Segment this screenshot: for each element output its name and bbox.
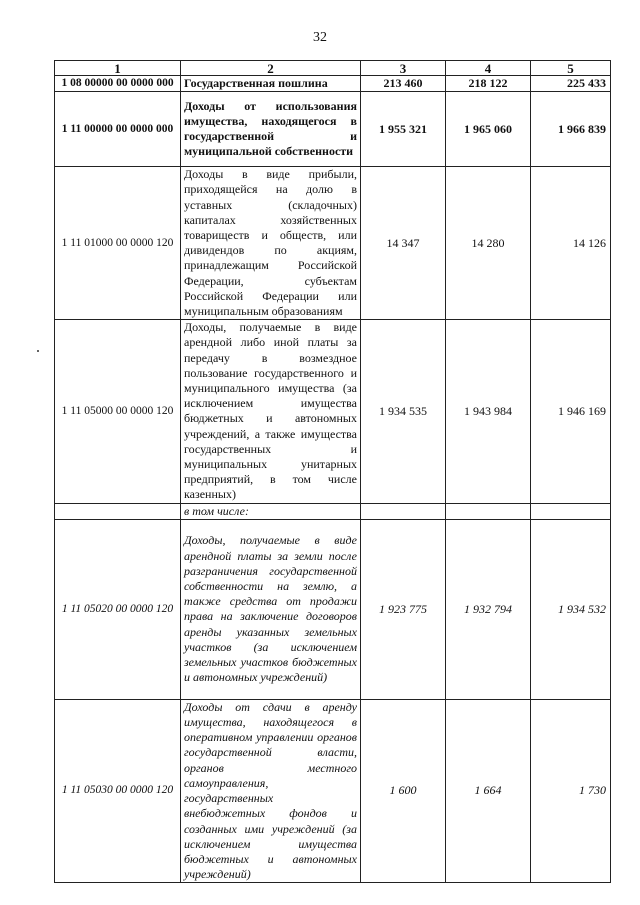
row-value-col3: 1 600 — [361, 699, 446, 882]
row-value-col3: 14 347 — [361, 167, 446, 320]
row-value-col3: 1 934 535 — [361, 320, 446, 503]
row-value-col5: 1 730 — [531, 699, 611, 882]
page-number: 32 — [313, 30, 327, 45]
row-value-col4: 14 280 — [446, 167, 531, 320]
table-row — [55, 92, 611, 167]
row-value-col5: 1 946 169 — [531, 320, 611, 503]
row-value-col5: 1 934 532 — [531, 519, 611, 699]
row-name: Государственная пошлина — [181, 76, 361, 92]
table-row — [55, 320, 611, 503]
row-value-col5: 14 126 — [531, 167, 611, 320]
row-value-col4: 1 943 984 — [446, 320, 531, 503]
table-row — [55, 503, 611, 519]
row-code: 1 11 05020 00 0000 120 — [55, 519, 181, 699]
table-row — [55, 76, 611, 92]
header-col-3: 3 — [361, 61, 446, 76]
row-name: Доходы, получаемые в виде арендной либо иной платы за передачу в возмездное пользование государственного и муниципального имущества (за исключением имущества бюджетных и автономных учреждений, а также имущества государственных и муниципальных унитарных предприятий, в том числе казенных) — [181, 320, 361, 503]
row-value-col3 — [361, 503, 446, 519]
header-col-2: 2 — [181, 61, 361, 76]
row-value-col5 — [531, 503, 611, 519]
row-value-col3: 1 923 775 — [361, 519, 446, 699]
header-col-1: 1 — [55, 61, 181, 76]
row-value-col5: 225 433 — [531, 76, 611, 92]
row-code: 1 11 00000 00 0000 000 — [55, 92, 181, 167]
row-code: 1 11 05030 00 0000 120 — [55, 699, 181, 882]
row-code: 1 08 00000 00 0000 000 — [55, 76, 181, 92]
row-name: Доходы в виде прибыли, приходящейся на долю в уставных (складочных) капиталах хозяйственных товариществ и обществ, или дивидендов по акциям, принадлежащим Российской Федерации, субъектам Российской Федерации или муниципальным образованиям — [181, 167, 361, 320]
row-name: в том числе: — [181, 503, 361, 519]
scan-speck — [37, 350, 39, 352]
row-value-col4 — [446, 503, 531, 519]
row-code: 1 11 01000 00 0000 120 — [55, 167, 181, 320]
row-value-col4: 1 932 794 — [446, 519, 531, 699]
table-header-row — [55, 61, 611, 76]
row-name: Доходы, получаемые в виде арендной платы за земли после разграничения государственной собственности на землю, а также средства от продажи права на заключение договоров аренды указанных земельных участков (за исключением земельных участков бюджетных и автономных учреждений) — [181, 519, 361, 699]
revenue-table — [54, 60, 611, 883]
row-value-col4: 218 122 — [446, 76, 531, 92]
row-code — [55, 503, 181, 519]
table-row — [55, 699, 611, 882]
row-code: 1 11 05000 00 0000 120 — [55, 320, 181, 503]
row-value-col4: 1 965 060 — [446, 92, 531, 167]
row-name: Доходы от сдачи в аренду имущества, находящегося в оперативном управлении органов государственной власти, органов местного самоуправления, государственных внебюджетных фондов и созданных ими учреждений (за исключением имущества бюджетных и автономных учреждений) — [181, 699, 361, 882]
row-value-col3: 213 460 — [361, 76, 446, 92]
table-row — [55, 167, 611, 320]
header-col-5: 5 — [531, 61, 611, 76]
row-value-col5: 1 966 839 — [531, 92, 611, 167]
header-col-4: 4 — [446, 61, 531, 76]
row-name: Доходы от использования имущества, находящегося в государственной и муниципальной собственности — [181, 92, 361, 167]
row-value-col4: 1 664 — [446, 699, 531, 882]
row-value-col3: 1 955 321 — [361, 92, 446, 167]
table-row — [55, 519, 611, 699]
